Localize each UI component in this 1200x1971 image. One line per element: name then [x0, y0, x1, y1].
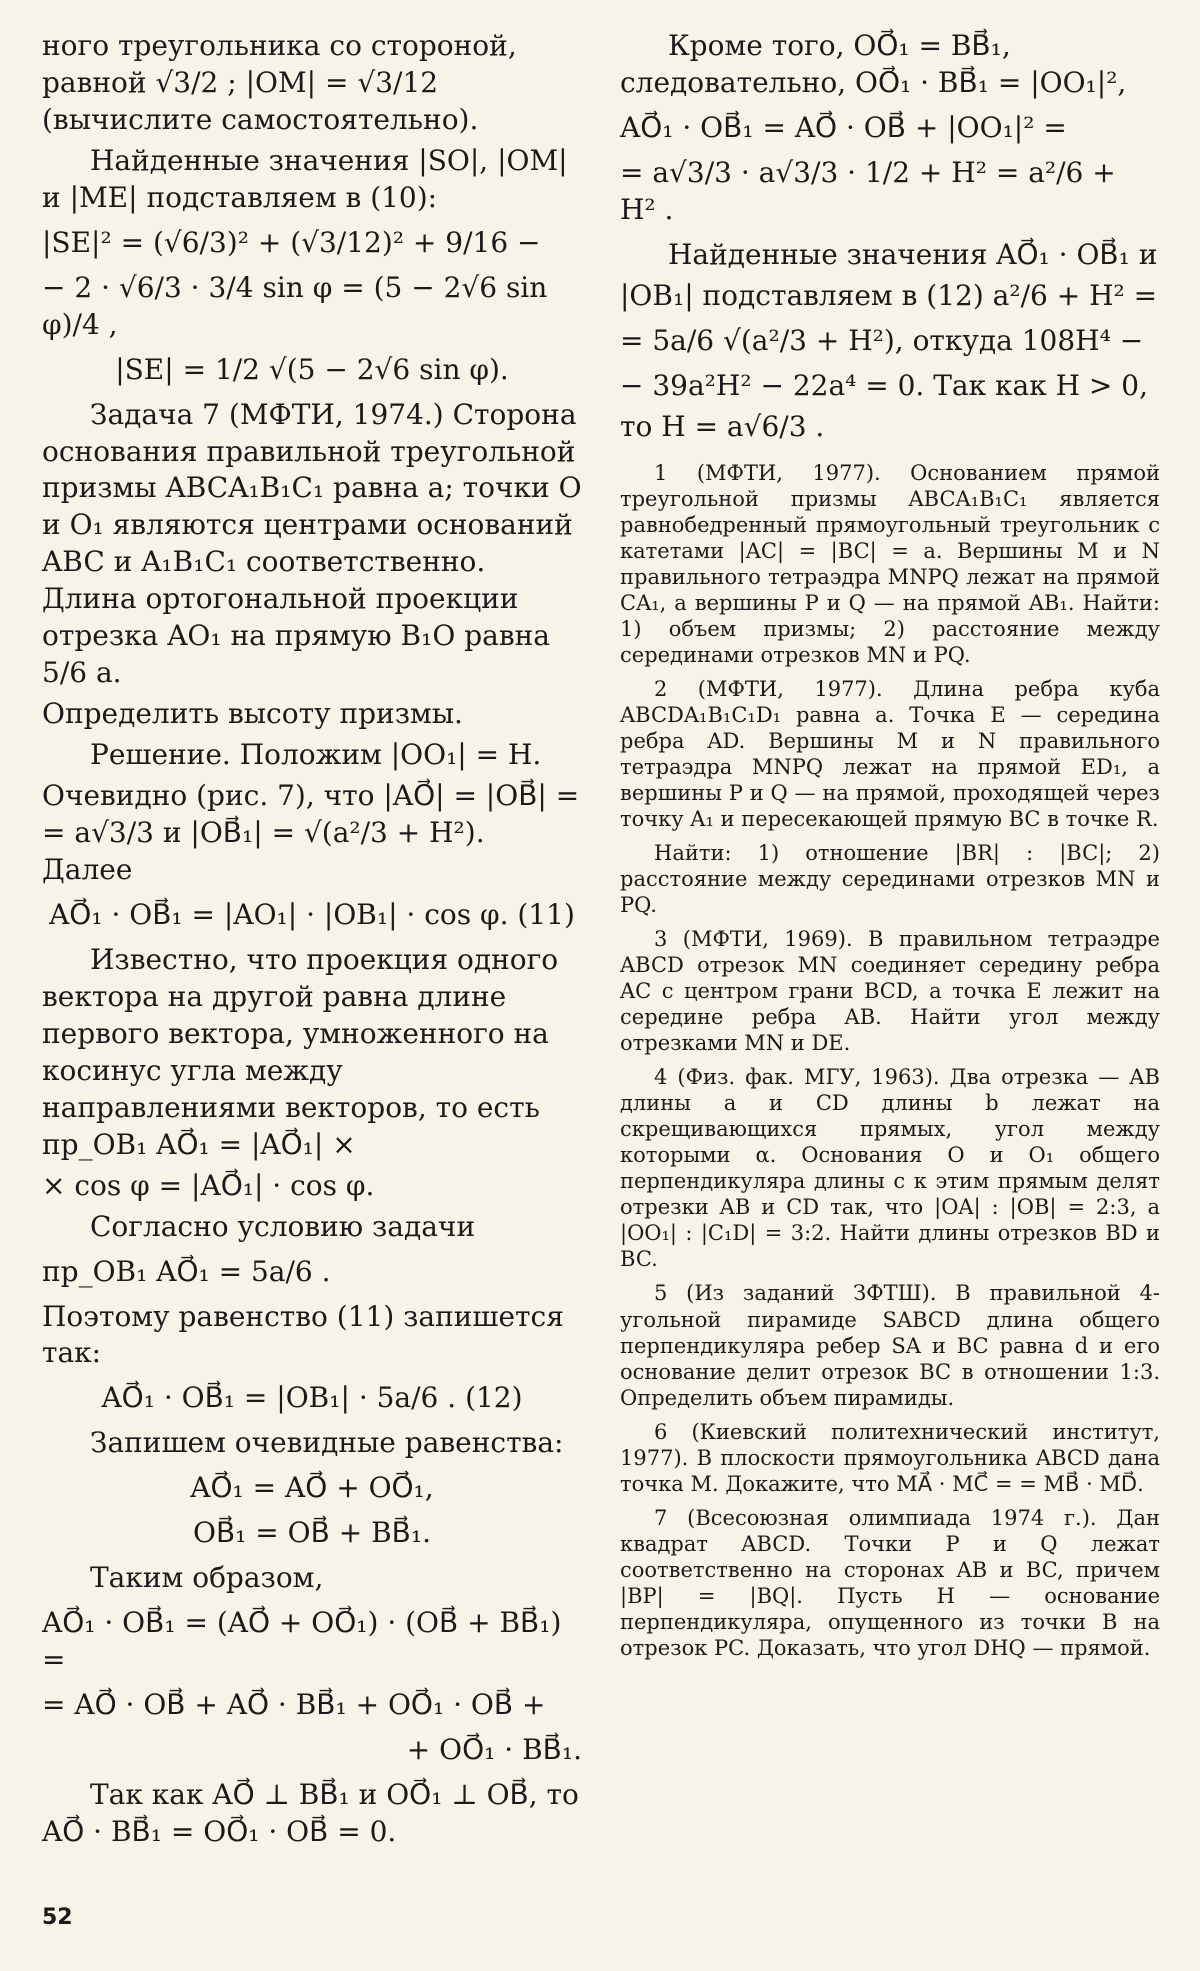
equation: то H = a√6/3 . [620, 409, 825, 443]
problem-statement: Задача 7 (МФТИ, 1974.) Сторона основания правильной треугольной призмы ABCA₁B₁C₁ равна a; точки O и O₁ являются центрами оснований ABC и A₁B₁C₁ соответственно. Длина ортогональной проекции отрезка AO₁ на прямую B₁O равна 5/6 a. [42, 397, 582, 690]
text-paragraph: Поэтому равенство (11) запишется так: [42, 1299, 564, 1370]
text-paragraph: Запишем очевидные равенства: [90, 1426, 564, 1460]
text-paragraph: Определить высоту призмы. [42, 697, 463, 731]
equation: AO⃗₁ = AO⃗ + OO⃗₁, [190, 1471, 434, 1505]
equation: + OO⃗₁ · BB⃗₁. [406, 1733, 582, 1767]
page-number: 52 [42, 1905, 73, 1930]
exercise-item: 7 (Всесоюзная олимпиада 1974 г.). Дан квадрат ABCD. Точки P и Q лежат соответственно на сторонах AB и BC, причем |BP| = |BQ|. Пусть H — основание перпендикуляра, опущенного из точки B на отрезок PC. Доказать, что угол DHQ — прямой. [620, 1505, 1160, 1660]
text-paragraph: Найденные значения AO⃗₁ · OB⃗₁ и [668, 237, 1158, 271]
equation: AO⃗₁ · OB⃗₁ = (AO⃗ + OO⃗₁) · (OB⃗ + BB⃗₁) = [42, 1606, 562, 1677]
equation: AO⃗₁ · OB⃗₁ = |OB₁| · 5a/6 . (12) [101, 1381, 523, 1415]
equation: − 2 · √6/3 · 3/4 sin φ = (5 − 2√6 sin φ)/4 , [42, 270, 548, 341]
text-paragraph: Так как AO⃗ ⊥ BB⃗₁ и OO⃗₁ ⊥ OB⃗, то AO⃗ · BB⃗₁ = OO⃗₁ · OB⃗ = 0. [42, 1777, 579, 1848]
right-column [620, 28, 1160, 1669]
text-paragraph: Найденные значения |SO|, |OM| и |ME| подставляем в (10): [42, 143, 568, 214]
solution-continuation [620, 28, 1160, 446]
equation: OB⃗₁ = OB⃗ + BB⃗₁. [193, 1516, 431, 1550]
exercise-item: Найти: 1) отношение |BR| : |BC|; 2) расстояние между серединами отрезков MN и PQ. [620, 840, 1160, 918]
exercise-item: 4 (Физ. фак. МГУ, 1963). Два отрезка — AB длины a и CD длины b лежат на скрещивающихся прямых, угол между которыми α. Основания O и O₁ общего перпендикуляра длины c к этим прямым делят отрезки AB и CD так, что |OA| : |OB| = 2:3, а |OO₁| : |C₁D| = 3:2. Найти длины отрезков BD и BC. [620, 1065, 1160, 1272]
equation: |SE| = 1/2 √(5 − 2√6 sin φ). [115, 352, 509, 386]
equation: × cos φ = |AO⃗₁| · cos φ. [42, 1168, 375, 1202]
text-paragraph: Согласно условию задачи [90, 1209, 476, 1243]
text-paragraph: ного треугольника со стороной, равной √3/2 ; |OM| = √3/12 (вычислите самостоятельно). [42, 29, 517, 136]
text-paragraph: |OB₁| подставляем в (12) a²/6 + H² = [620, 278, 1158, 312]
equation: AO⃗₁ · OB⃗₁ = |AO₁| · |OB₁| · cos φ. (11) [49, 897, 575, 931]
equation: |SE|² = (√6/3)² + (√3/12)² + 9/16 − [42, 225, 541, 259]
exercise-item: 1 (МФТИ, 1977). Основанием прямой треугольной призмы ABCA₁B₁C₁ является равнобедренный прямоугольный треугольник с катетами |AC| = |BC| = a. Вершины M и N правильного тетраэдра MNPQ лежат на прямой CA₁, а вершины P и Q — на прямой AB₁. Найти: 1) объем призмы; 2) расстояние между серединами отрезков MN и PQ. [620, 460, 1160, 667]
exercise-item: 2 (МФТИ, 1977). Длина ребра куба ABCDA₁B₁C₁D₁ равна a. Точка E — середина ребра AD. Вершины M и N правильного тетраэдра MNPQ лежат на прямой ED₁, а вершины P и Q — на прямой, проходящей через точку A₁ и пересекающей прямую BC в точке R. [620, 676, 1160, 831]
text-paragraph: − 39a²H² − 22a⁴ = 0. Так как H > 0, [620, 368, 1148, 402]
solution-heading: Решение. Положим |OO₁| = H. [90, 738, 542, 772]
equation: AO⃗₁ · OB⃗₁ = AO⃗ · OB⃗ + |OO₁|² = [620, 110, 1067, 144]
left-column [42, 28, 582, 1855]
exercise-item: 3 (МФТИ, 1969). В правильном тетраэдре ABCD отрезок MN соединяет середину ребра AC с центром грани BCD, а точка E лежит на середине ребра AB. Найти угол между отрезками MN и DE. [620, 927, 1160, 1056]
text-paragraph: Кроме того, OO⃗₁ = BB⃗₁, следовательно, OO⃗₁ · BB⃗₁ = |OO₁|², [620, 29, 1127, 99]
equation: пр_OB₁ AO⃗₁ = 5a/6 . [42, 1254, 331, 1288]
text-paragraph: Известно, что проекция одного вектора на другой равна длине первого вектора, умноженного на косинус угла между направлениями векторов, то есть пр_OB₁ AO⃗₁ = |AO⃗₁| × [42, 942, 559, 1161]
exercise-item: 5 (Из заданий ЗФТШ). В правильной 4-угольной пирамиде SABCD длина общего перпендикуляра ребер SA и BC равна d и его основание делит отрезок BC в отношении 1:3. Определить объем пирамиды. [620, 1281, 1160, 1410]
equation: = a√3/3 · a√3/3 · 1/2 + H² = a²/6 + H² . [620, 155, 1116, 226]
text-paragraph: Таким образом, [90, 1561, 324, 1595]
exercise-item: 6 (Киевский политехнический институт, 1977). В плоскости прямоугольника ABCD дана точка M. Докажите, что MA⃗ · MC⃗ = = MB⃗ · MD⃗. [620, 1419, 1160, 1496]
exercise-list [620, 460, 1160, 1661]
text-paragraph: Очевидно (рис. 7), что |AO⃗| = |OB⃗| = = a√3/3 и |OB⃗₁| = √(a²/3 + H²). Далее [42, 779, 580, 887]
equation: = AO⃗ · OB⃗ + AO⃗ · BB⃗₁ + OO⃗₁ · OB⃗ + [42, 1688, 546, 1722]
equation: = 5a/6 √(a²/3 + H²), откуда 108H⁴ − [620, 323, 1144, 357]
